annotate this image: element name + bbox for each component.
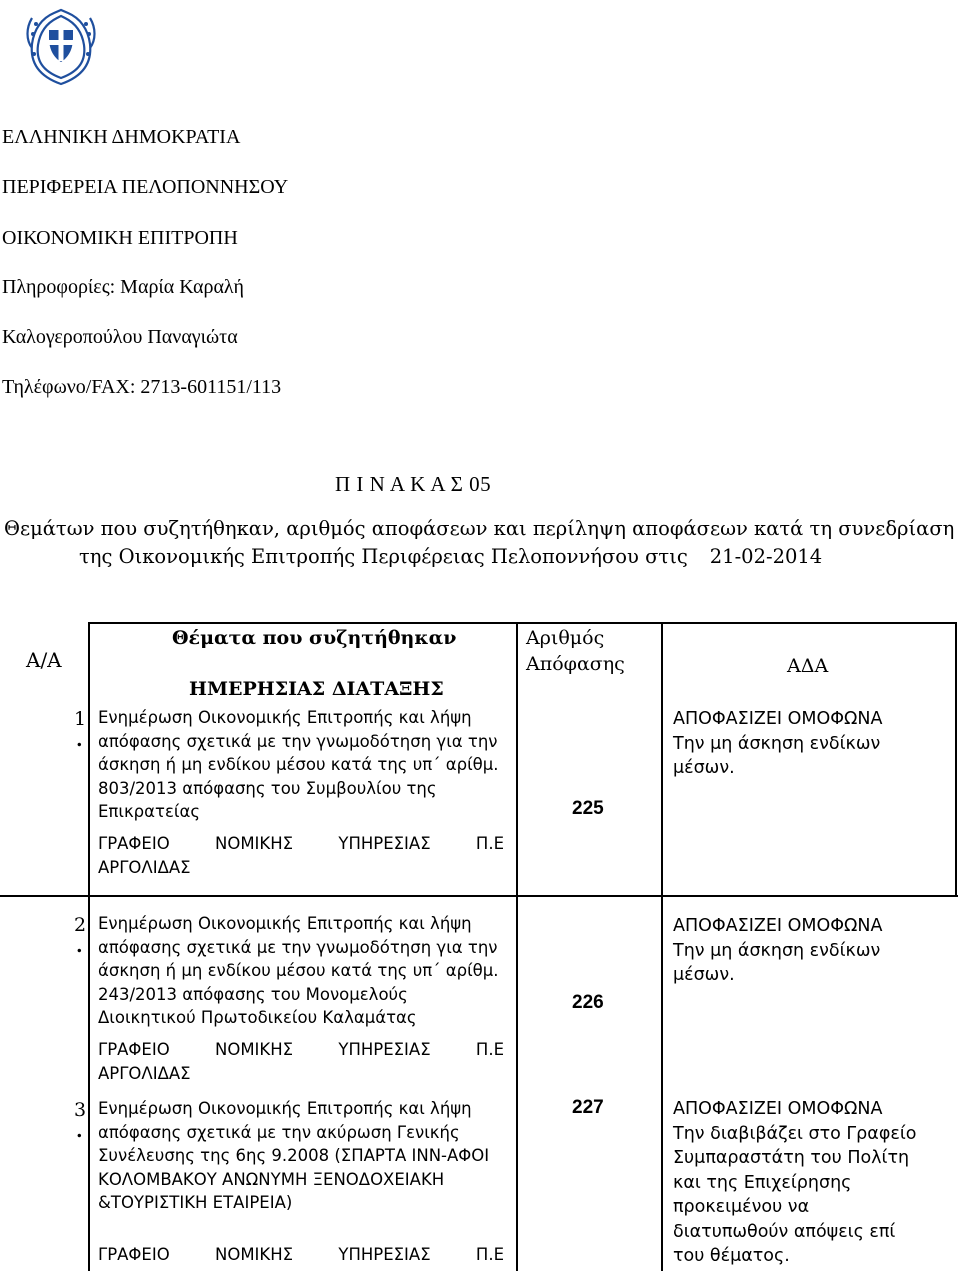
header-topics: Θέματα που συζητήθηκαν — [172, 627, 457, 649]
row-2-subject — [98, 912, 504, 1030]
row-3-aa: 3 — [74, 1099, 87, 1121]
committee-line: ΟΙΚΟΝΟΜΙΚΗ ΕΠΙΤΡΟΠΗ — [2, 227, 238, 249]
row-2-department: ΓΡΑΦΕΙΟ ΝΟΜΙΚΗΣ ΥΠΗΡΕΣΙΑΣ Π.Ε ΑΡΓΟΛΙΔΑΣ — [98, 1040, 504, 1083]
header-decision-no-2: Απόφασης — [526, 653, 625, 675]
subject-line: &ΤΟΥΡΙΣΤΙΚΗ ΕΤΑΙΡΕΙΑ) — [98, 1193, 293, 1212]
row-3-department: ΓΡΑΦΕΙΟ ΝΟΜΙΚΗΣ ΥΠΗΡΕΣΙΑΣ Π.Ε — [98, 1245, 504, 1264]
row-2-aa-dot: . — [76, 935, 83, 957]
row-3-decision-number: 227 — [572, 1097, 604, 1118]
subject-line: άσκηση ή μη ενδίκου μέσου κατά της υπ΄ αρίθμ. — [98, 961, 499, 980]
subject-line: Συνέλευσης της 6ης 9.2008 (ΣΠΑΡΤΑ ΙΝΝ-ΑΦΟΙ — [98, 1146, 490, 1165]
row-1-aa: 1 — [74, 708, 87, 730]
subject-line: απόφασης σχετικά με την γνωμοδότηση για την — [98, 731, 498, 751]
row-1-subject — [98, 706, 504, 824]
document-title: Π Ι Ν Α Κ Α Σ 05 — [335, 472, 492, 496]
info-line: Πληροφορίες: Μαρία Καραλή — [2, 276, 244, 298]
subject-line: Ενημέρωση Οικονομικής Επιτροπής και λήψη — [98, 914, 472, 933]
subject-line: ΚΟΛΟΜΒΑΚΟΥ ΑΝΩΝΥΜΗ ΞΕΝΟΔΟΧΕΙΑΚΗ — [98, 1169, 445, 1189]
subject-line: Διοικητικού Πρωτοδικείου Καλαμάτας — [98, 1008, 417, 1027]
row-1-decision: ΑΠΟΦΑΣΙΖΕΙ ΟΜΟΦΩΝΑ Την μη άσκηση ενδίκων μέσων. — [673, 709, 883, 778]
row-2-decision-number: 226 — [572, 992, 604, 1013]
subtitle-line-2: της Οικονομικής Επιτροπής Περιφέρειας Πελοποννήσου στις 21-02-2014 — [79, 545, 823, 568]
row-2-aa: 2 — [74, 914, 87, 936]
subject-line: απόφασης σχετικά με την ακύρωση Γενικής — [98, 1122, 460, 1142]
subject-line: 243/2013 απόφασης του Μονομελούς — [98, 984, 408, 1004]
subject-line: 803/2013 απόφασης του Συμβουλίου της — [98, 778, 437, 798]
row-1-aa-dot: . — [76, 729, 83, 751]
subject-line: άσκηση ή μη ενδίκου μέσου κατά της υπ΄ αρίθμ. — [98, 755, 499, 774]
row-3-decision: ΑΠΟΦΑΣΙΖΕΙ ΟΜΟΦΩΝΑ Την διαβιβάζει στο Γραφείο Συμπαραστάτη του Πολίτη και της Επιχείρησης προκειμένου να διατυπωθούν απόψεις επί του θέματος. — [673, 1099, 917, 1266]
row-2-decision: ΑΠΟΦΑΣΙΖΕΙ ΟΜΟΦΩΝΑ Την μη άσκηση ενδίκων μέσων. — [673, 916, 883, 985]
greek-coat-of-arms-icon — [18, 4, 104, 90]
info-line-2: Καλογεροπούλου Παναγιώτα — [2, 326, 238, 348]
subject-line: Επικρατείας — [98, 802, 201, 821]
header-aa: Α/Α — [26, 648, 62, 672]
country-line: ΕΛΛΗΝΙΚΗ ΔΗΜΟΚΡΑΤΙΑ — [2, 126, 241, 148]
header-ada: ΑΔΑ — [787, 655, 829, 677]
row-1-department: ΓΡΑΦΕΙΟ ΝΟΜΙΚΗΣ ΥΠΗΡΕΣΙΑΣ Π.Ε ΑΡΓΟΛΙΔΑΣ — [98, 834, 504, 877]
subject-line: Ενημέρωση Οικονομικής Επιτροπής και λήψη — [98, 1099, 472, 1118]
meeting-date: 21-02-2014 — [709, 545, 823, 568]
row-3-aa-dot: . — [76, 1120, 83, 1142]
header-agenda: ΗΜΕΡΗΣΙΑΣ ΔΙΑΤΑΞΗΣ — [189, 678, 444, 700]
region-line: ΠΕΡΙΦΕΡΕΙΑ ΠΕΛΟΠΟΝΝΗΣΟΥ — [2, 176, 289, 198]
row-3-subject — [98, 1097, 504, 1215]
phone-line: Τηλέφωνο/FAX: 2713-601151/113 — [2, 376, 282, 398]
header-decision-no: Αριθμός — [526, 627, 605, 649]
row-1-decision-number: 225 — [572, 798, 604, 819]
subtitle-line-1: Θεμάτων που συζητήθηκαν, αριθμός αποφάσεων και περίληψη αποφάσεων κατά τη συνεδρίαση — [4, 517, 955, 540]
subject-line: απόφασης σχετικά με την γνωμοδότηση για την — [98, 937, 498, 957]
subject-line: Ενημέρωση Οικονομικής Επιτροπής και λήψη — [98, 708, 472, 727]
